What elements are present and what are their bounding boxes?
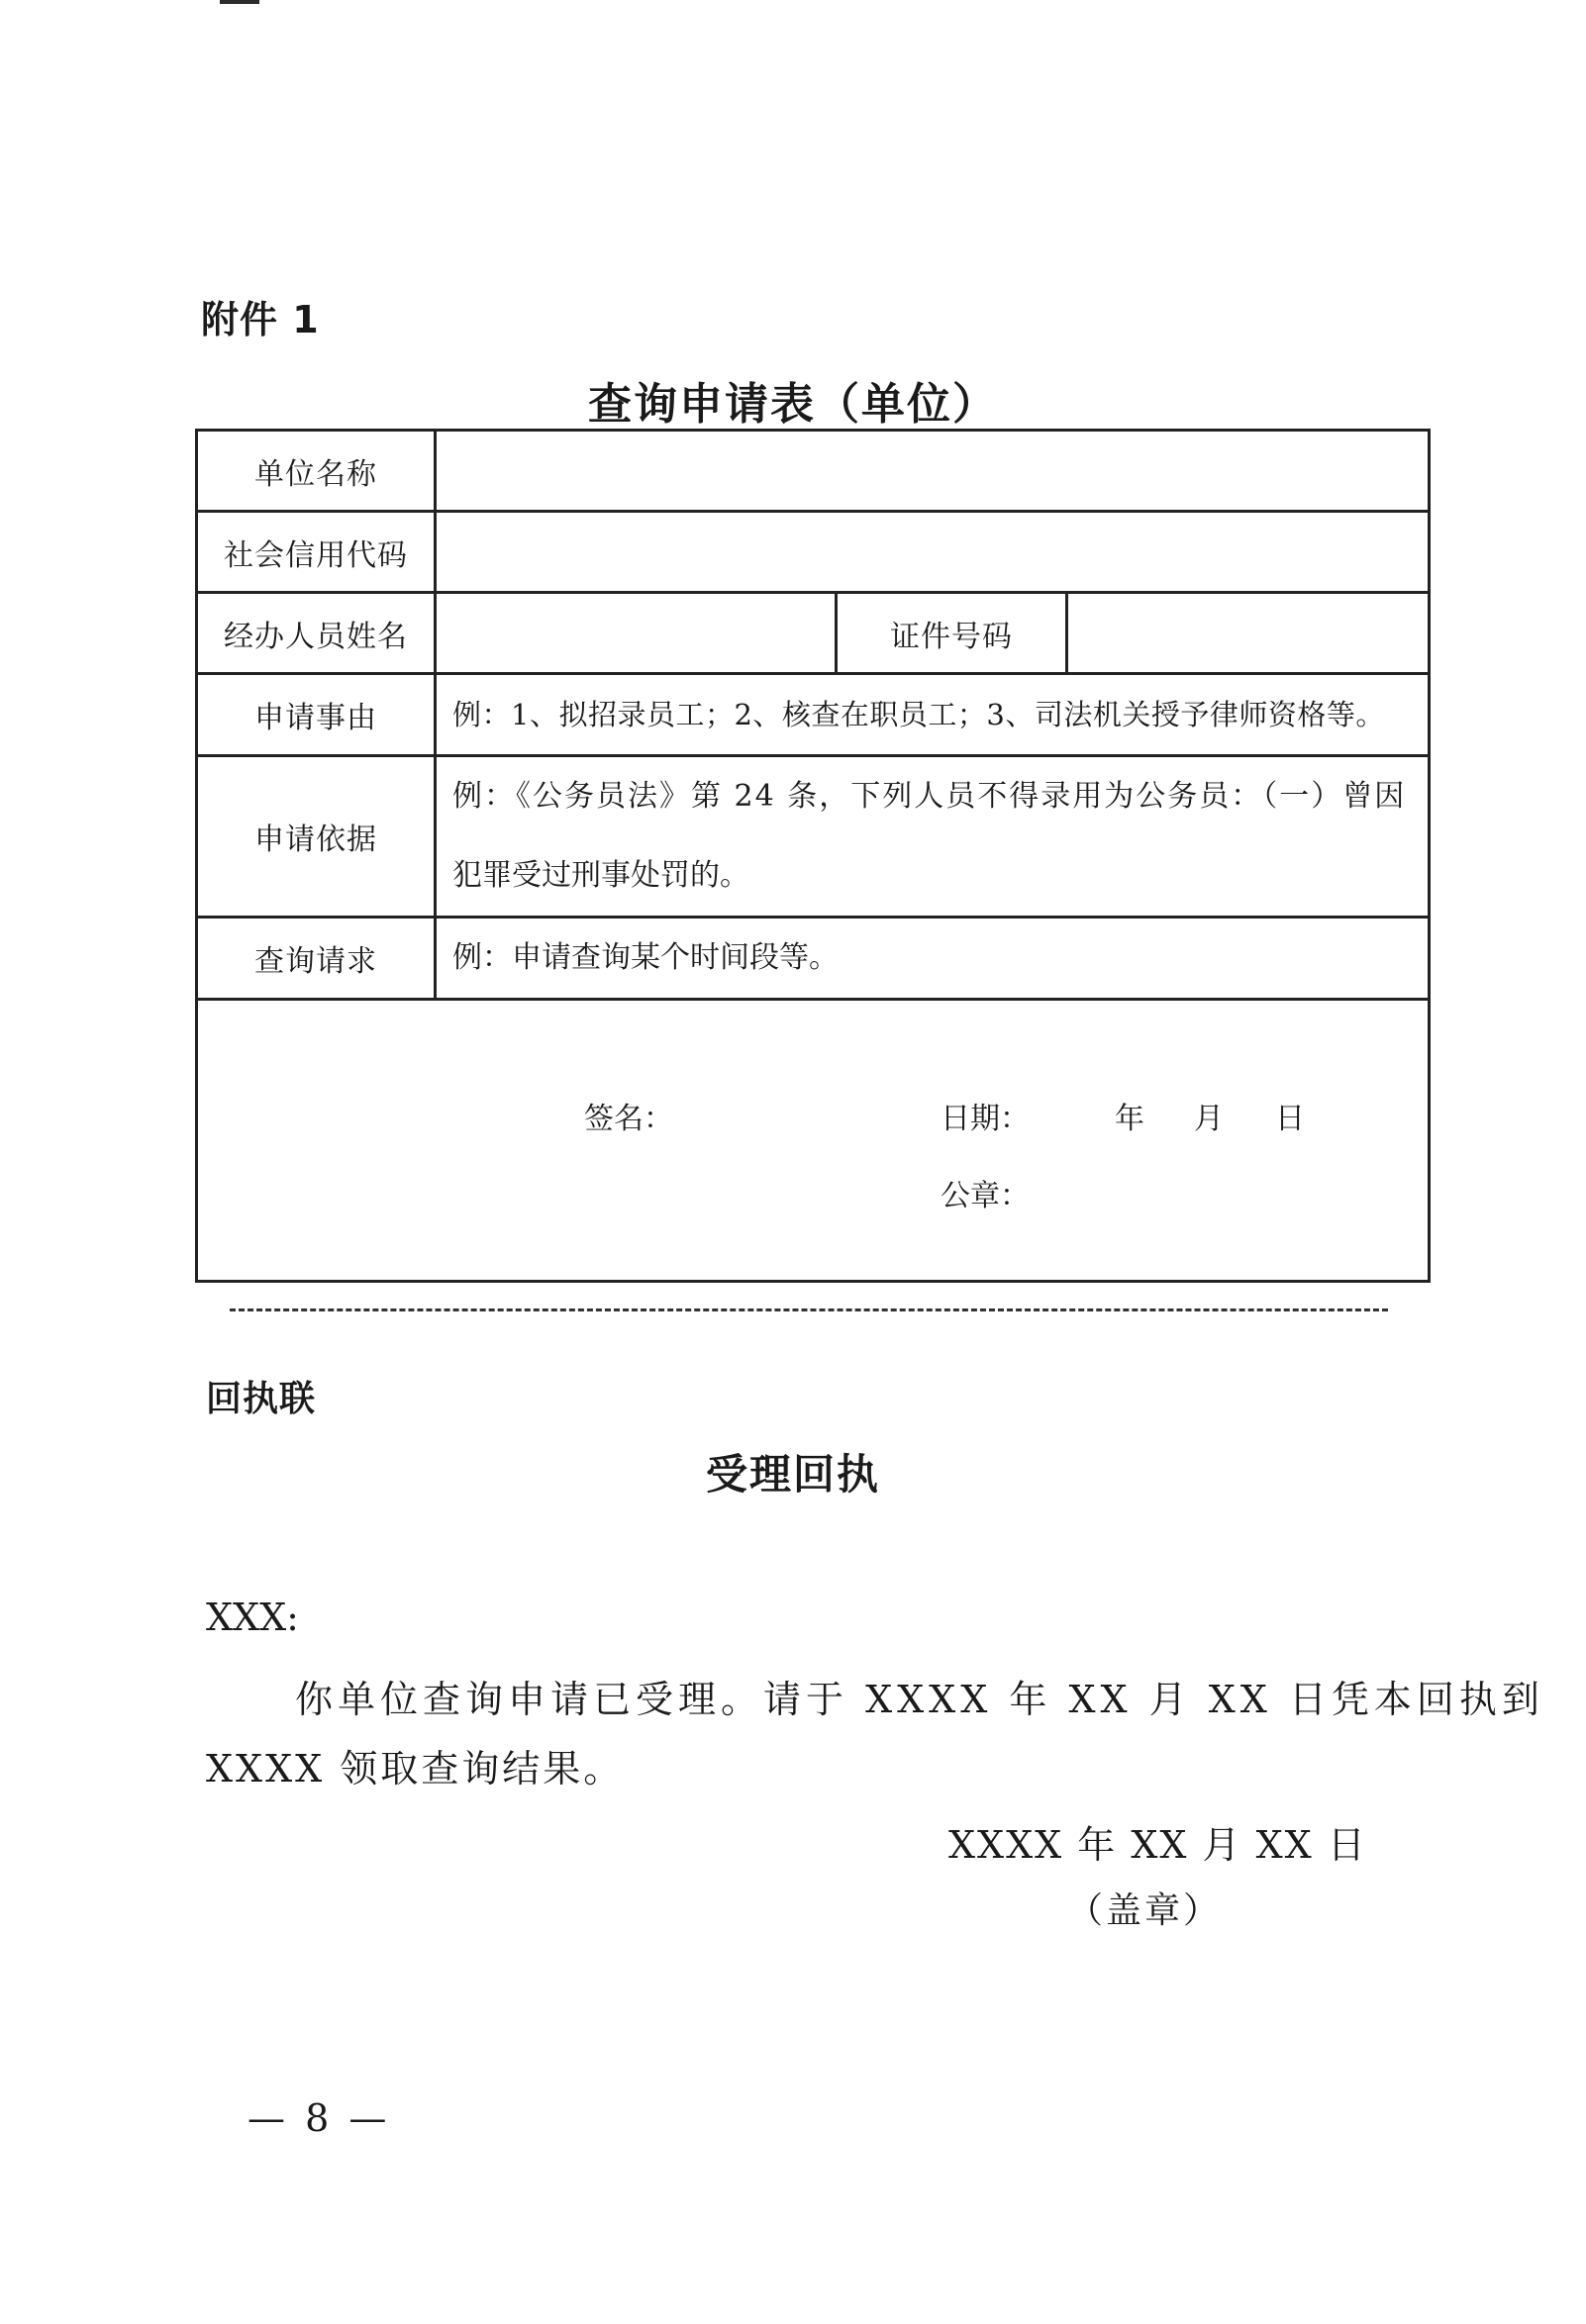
signature-block	[197, 1000, 1430, 1282]
basis-example-line2: 犯罪受过刑事处罚的。	[452, 858, 749, 893]
request-example[interactable]: 例：申请查询某个时间段等。	[436, 918, 1430, 1000]
receipt-addressee: XXX:	[206, 1596, 299, 1639]
tear-off-dashed-line	[230, 1308, 1388, 1311]
unit-name-label: 单位名称	[197, 431, 436, 512]
receipt-issue-date: XXXX 年 XX 月 XX 日	[948, 1823, 1367, 1867]
sign-label: 签名：	[584, 1102, 673, 1136]
unit-name-field[interactable]	[436, 431, 1430, 512]
receipt-section-label: 回执联	[206, 1379, 317, 1419]
seal-label: 公章：	[941, 1179, 1030, 1213]
form-row-unit-name	[197, 431, 1430, 512]
form-row-handler	[197, 593, 1430, 674]
handler-name-label: 经办人员姓名	[197, 593, 436, 674]
form-row-reason	[197, 674, 1430, 756]
form-row-credit-code	[197, 512, 1430, 593]
year-label: 年	[1115, 1102, 1144, 1136]
month-label: 月	[1194, 1102, 1224, 1136]
day-label: 日	[1275, 1102, 1305, 1136]
form-row-signature	[197, 1000, 1430, 1282]
credit-code-label: 社会信用代码	[197, 512, 436, 593]
credit-code-field[interactable]	[436, 512, 1430, 593]
form-row-basis	[197, 756, 1430, 918]
top-edge-mark	[220, 0, 259, 4]
id-number-field[interactable]	[1067, 593, 1430, 674]
basis-example[interactable]	[436, 756, 1430, 918]
form-row-request	[197, 918, 1430, 1000]
basis-example-line1: 例：《公务员法》第 24 条，下列人员不得录用为公务员：（一）曾因	[452, 779, 1407, 814]
request-label: 查询请求	[197, 918, 436, 1000]
date-label: 日期：	[941, 1102, 1030, 1136]
basis-label: 申请依据	[197, 756, 436, 918]
receipt-body-line1: 你单位查询申请已受理。请于 XXXX 年 XX 月 XX 日凭本回执到	[295, 1678, 1544, 1721]
receipt-seal-note: （盖章）	[1067, 1890, 1223, 1931]
handler-name-field[interactable]	[436, 593, 837, 674]
application-form-table	[195, 429, 1431, 1283]
reason-label: 申请事由	[197, 674, 436, 756]
receipt-body-line2: XXXX 领取查询结果。	[206, 1747, 625, 1791]
attachment-label: 附件 1	[201, 298, 320, 341]
id-number-label: 证件号码	[837, 593, 1067, 674]
page-number: — 8 —	[248, 2096, 391, 2140]
receipt-title: 受理回执	[705, 1450, 880, 1499]
form-title: 查询申请表（单位）	[588, 379, 998, 430]
reason-example[interactable]: 例：1、拟招录员工；2、核查在职员工；3、司法机关授予律师资格等。	[436, 674, 1430, 756]
